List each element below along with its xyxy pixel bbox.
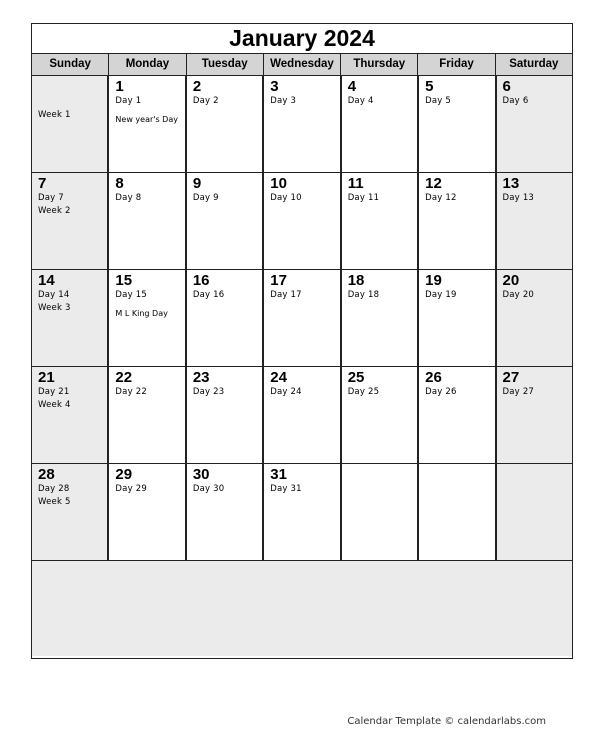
week-number: Week 2 <box>38 206 71 216</box>
weekday-header: Sunday <box>49 58 91 70</box>
day-of-year: Day 21 <box>38 387 70 397</box>
day-number: 25 <box>347 369 365 386</box>
day-number: 17 <box>270 272 287 289</box>
day-of-year: Day 30 <box>192 484 225 494</box>
day-number: 5 <box>425 78 434 95</box>
day-of-year: Day 19 <box>425 290 457 300</box>
day-number: 3 <box>270 78 279 95</box>
day-of-year: Day 7 <box>38 193 64 203</box>
day-number: 20 <box>502 272 520 289</box>
day-number: 22 <box>115 369 133 386</box>
day-cell[interactable] <box>185 76 262 172</box>
day-cell[interactable] <box>340 173 417 269</box>
day-of-year: Day 1 <box>115 96 142 106</box>
day-of-year: Day 8 <box>115 193 142 203</box>
day-number: 28 <box>38 466 55 483</box>
day-of-year: Day 10 <box>270 193 302 203</box>
day-number: 26 <box>425 369 442 386</box>
day-number: 6 <box>502 78 511 95</box>
day-number: 21 <box>38 369 55 386</box>
day-number: 8 <box>115 175 124 192</box>
week-number: Week 1 <box>38 110 71 120</box>
day-of-year: Day 17 <box>270 290 302 300</box>
day-of-year: Day 15 <box>115 290 147 300</box>
day-number: 11 <box>347 175 364 192</box>
day-number: 4 <box>347 78 357 95</box>
day-of-year: Day 27 <box>502 387 535 397</box>
day-cell[interactable] <box>417 173 494 269</box>
week-row <box>32 270 572 367</box>
day-cell[interactable] <box>495 76 572 172</box>
week-number: Week 5 <box>38 497 71 507</box>
weekday-header: Friday <box>417 54 494 75</box>
notes-area <box>32 561 572 656</box>
day-number: 24 <box>270 369 287 386</box>
day-of-year: Day 9 <box>192 193 219 203</box>
day-cell[interactable] <box>32 367 107 463</box>
holiday-label: New year's Day <box>115 115 178 124</box>
calendar <box>31 23 573 659</box>
day-number: 16 <box>192 272 210 289</box>
day-number: 7 <box>38 175 47 192</box>
footer-credit: Calendar Template © calendarlabs.com <box>347 716 546 727</box>
calendar-title: January 2024 <box>32 24 572 54</box>
day-of-year: Day 26 <box>425 387 457 397</box>
day-cell[interactable] <box>107 464 184 560</box>
calendar-grid <box>32 76 572 561</box>
day-cell[interactable] <box>262 76 339 172</box>
day-cell[interactable] <box>185 367 262 463</box>
day-number: 1 <box>115 78 124 95</box>
day-cell[interactable] <box>32 464 107 560</box>
day-number: 19 <box>425 272 442 289</box>
day-number: 10 <box>270 175 287 192</box>
day-number: 13 <box>502 175 520 192</box>
day-cell[interactable] <box>107 76 184 172</box>
day-number: 29 <box>115 466 133 483</box>
day-number: 14 <box>38 272 55 289</box>
day-cell[interactable] <box>262 173 339 269</box>
day-number: 23 <box>192 369 210 386</box>
day-of-year: Day 24 <box>270 387 302 397</box>
weekday-header-row <box>32 54 572 76</box>
day-of-year: Day 13 <box>502 193 535 203</box>
day-cell[interactable] <box>107 367 184 463</box>
day-number: 2 <box>192 78 202 95</box>
day-cell[interactable] <box>185 464 262 560</box>
day-of-year: Day 23 <box>192 387 225 397</box>
holiday-label: M L King Day <box>115 309 168 318</box>
day-of-year: Day 16 <box>192 290 225 300</box>
empty-day-cell <box>32 76 107 172</box>
day-of-year: Day 31 <box>270 484 302 494</box>
day-cell[interactable] <box>262 270 339 366</box>
day-of-year: Day 28 <box>38 484 70 494</box>
day-cell[interactable] <box>495 367 572 463</box>
day-of-year: Day 5 <box>425 96 452 106</box>
day-number: 27 <box>502 369 520 386</box>
day-of-year: Day 14 <box>38 290 70 300</box>
day-cell[interactable] <box>417 76 494 172</box>
week-row <box>32 464 572 561</box>
day-cell[interactable] <box>107 270 184 366</box>
day-cell[interactable] <box>340 270 417 366</box>
week-row <box>32 367 572 464</box>
day-cell[interactable] <box>340 76 417 172</box>
day-cell[interactable] <box>185 270 262 366</box>
day-cell[interactable] <box>262 367 339 463</box>
weekday-header: Monday <box>108 54 185 75</box>
day-cell[interactable] <box>32 173 107 269</box>
week-row <box>32 173 572 270</box>
day-of-year: Day 29 <box>115 484 147 494</box>
day-cell[interactable] <box>417 270 494 366</box>
weekday-header: Tuesday <box>186 54 263 75</box>
week-number: Week 4 <box>38 400 71 410</box>
empty-day-cell <box>340 464 417 560</box>
day-number: 9 <box>192 175 202 192</box>
day-of-year: Day 3 <box>270 96 297 106</box>
day-of-year: Day 12 <box>425 193 457 203</box>
day-of-year: Day 4 <box>347 96 374 106</box>
day-cell[interactable] <box>417 367 494 463</box>
day-cell[interactable] <box>185 173 262 269</box>
day-number: 15 <box>115 272 133 289</box>
day-of-year: Day 18 <box>347 290 380 300</box>
day-of-year: Day 25 <box>347 387 380 397</box>
day-cell[interactable] <box>107 173 184 269</box>
week-number: Week 3 <box>38 303 71 313</box>
day-number: 18 <box>347 272 365 289</box>
empty-day-cell <box>417 464 494 560</box>
day-cell[interactable] <box>495 173 572 269</box>
weekday-header: Thursday <box>340 54 417 75</box>
day-number: 12 <box>425 175 442 192</box>
day-number: 31 <box>270 466 287 483</box>
day-of-year: Day 11 <box>347 193 380 203</box>
day-cell[interactable] <box>262 464 339 560</box>
day-cell[interactable] <box>340 367 417 463</box>
day-of-year: Day 20 <box>502 290 535 300</box>
day-number: 30 <box>192 466 210 483</box>
day-of-year: Day 22 <box>115 387 147 397</box>
empty-day-cell <box>495 464 572 560</box>
weekday-header: Wednesday <box>263 54 340 75</box>
day-cell[interactable] <box>32 270 107 366</box>
day-of-year: Day 2 <box>192 96 219 106</box>
week-row <box>32 76 572 173</box>
weekday-header: Saturday <box>495 54 572 75</box>
day-cell[interactable] <box>495 270 572 366</box>
day-of-year: Day 6 <box>502 96 529 106</box>
